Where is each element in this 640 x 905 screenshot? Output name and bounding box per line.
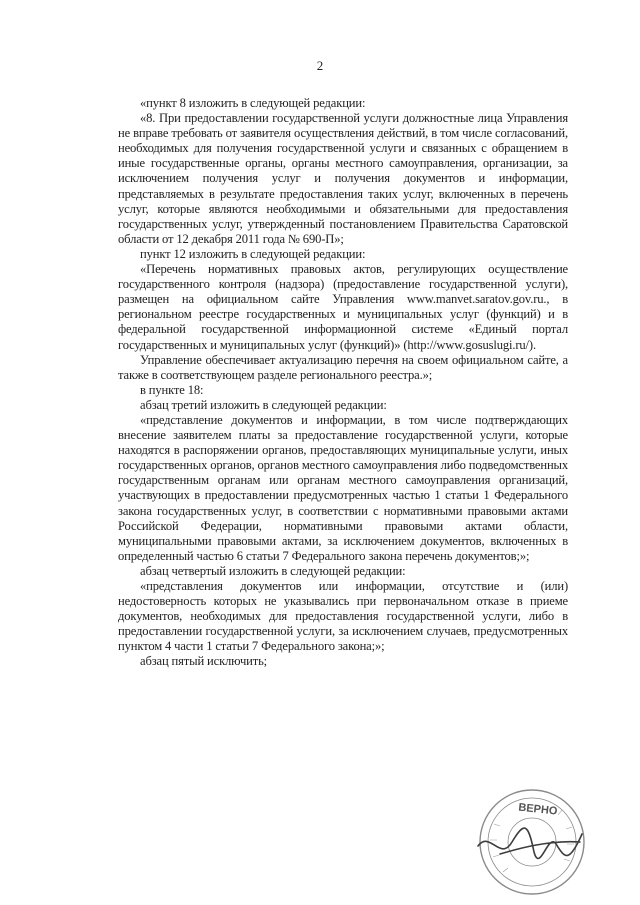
paragraph: «Перечень нормативных правовых актов, регулирующих осуществление государственного контроля (надзора) (предоставление государственной услуги), размещен на официальном сайте Управления www.manvet.saratov.gov.ru., в региональном реестре государственных и муниципальных услуг (функций) и в федеральной государственной информационной системе «Единый портал государственных и муниципальных услуг (функций)» (http://www.gosuslugi.ru/). [118,262,568,352]
official-seal [470,782,588,900]
paragraph: «пункт 8 изложить в следующей редакции: [140,96,366,110]
paragraph: «представление документов и информации, в том числе подтверждающих внесение заявителем платы за предоставление государственной услуги, которые находятся в распоряжении органов, предоставляющих муниципальные услуги, иных государственных органов, органов местного самоуправления либо подведомственных государственным органам или органам местного самоуправления организаций, участвующих в предоставлении предусмотренных частью 1 статьи 1 Федерального закона государственных услуг, в соответствии с нормативными правовыми актами Российской Федерации, нормативными правовыми актами области, муниципальными правовыми актами, за исключением документов, включенных в определенный частью 6 статьи 7 Федерального закона перечень документов;»; [118,412,568,563]
paragraph: Управление обеспечивает актуализацию перечня на своем официальном сайте, а также в соответствующем разделе регионального реестра.»; [118,352,568,382]
paragraph: пункт 12 изложить в следующей редакции: [140,246,366,261]
page-number: 2 [316,58,324,73]
document-body [118,96,568,670]
paragraph: «8. При предоставлении государственной услуги должностные лица Управления не вправе требовать от заявителя осуществления действий, в том числе согласований, необходимых для получения государственной услуги и связанных с обращением в иные государственные органы, органы местного самоуправления, организации, за исключением получения услуг и получения документов и информации, представляемых в результате предоставления таких услуг, включенных в перечень услуг, которые являются необходимыми и обязательными для предоставления государственных услуг, утвержденный постановлением Правительства Саратовской области от 12 декабря 2011 года № 690-П»; [118,111,568,246]
seal-text: ВЕРНО [517,801,558,818]
paragraph: абзац третий изложить в следующей редакции: [140,397,387,412]
paragraph: абзац пятый исключить; [140,654,268,669]
paragraph: «представления документов или информации, отсутствие и (или) недостоверность которых не указывались при первоначальном отказе в приеме документов, необходимых для предоставления государственной услуги, либо в предоставлении государственной услуги, за исключением случаев, предусмотренных пунктом 4 части 1 статьи 7 Федерального закона;»; [118,579,568,654]
paragraph: в пункте 18: [140,382,204,397]
paragraph: абзац четвертый изложить в следующей редакции: [140,563,406,578]
signature [478,828,582,858]
